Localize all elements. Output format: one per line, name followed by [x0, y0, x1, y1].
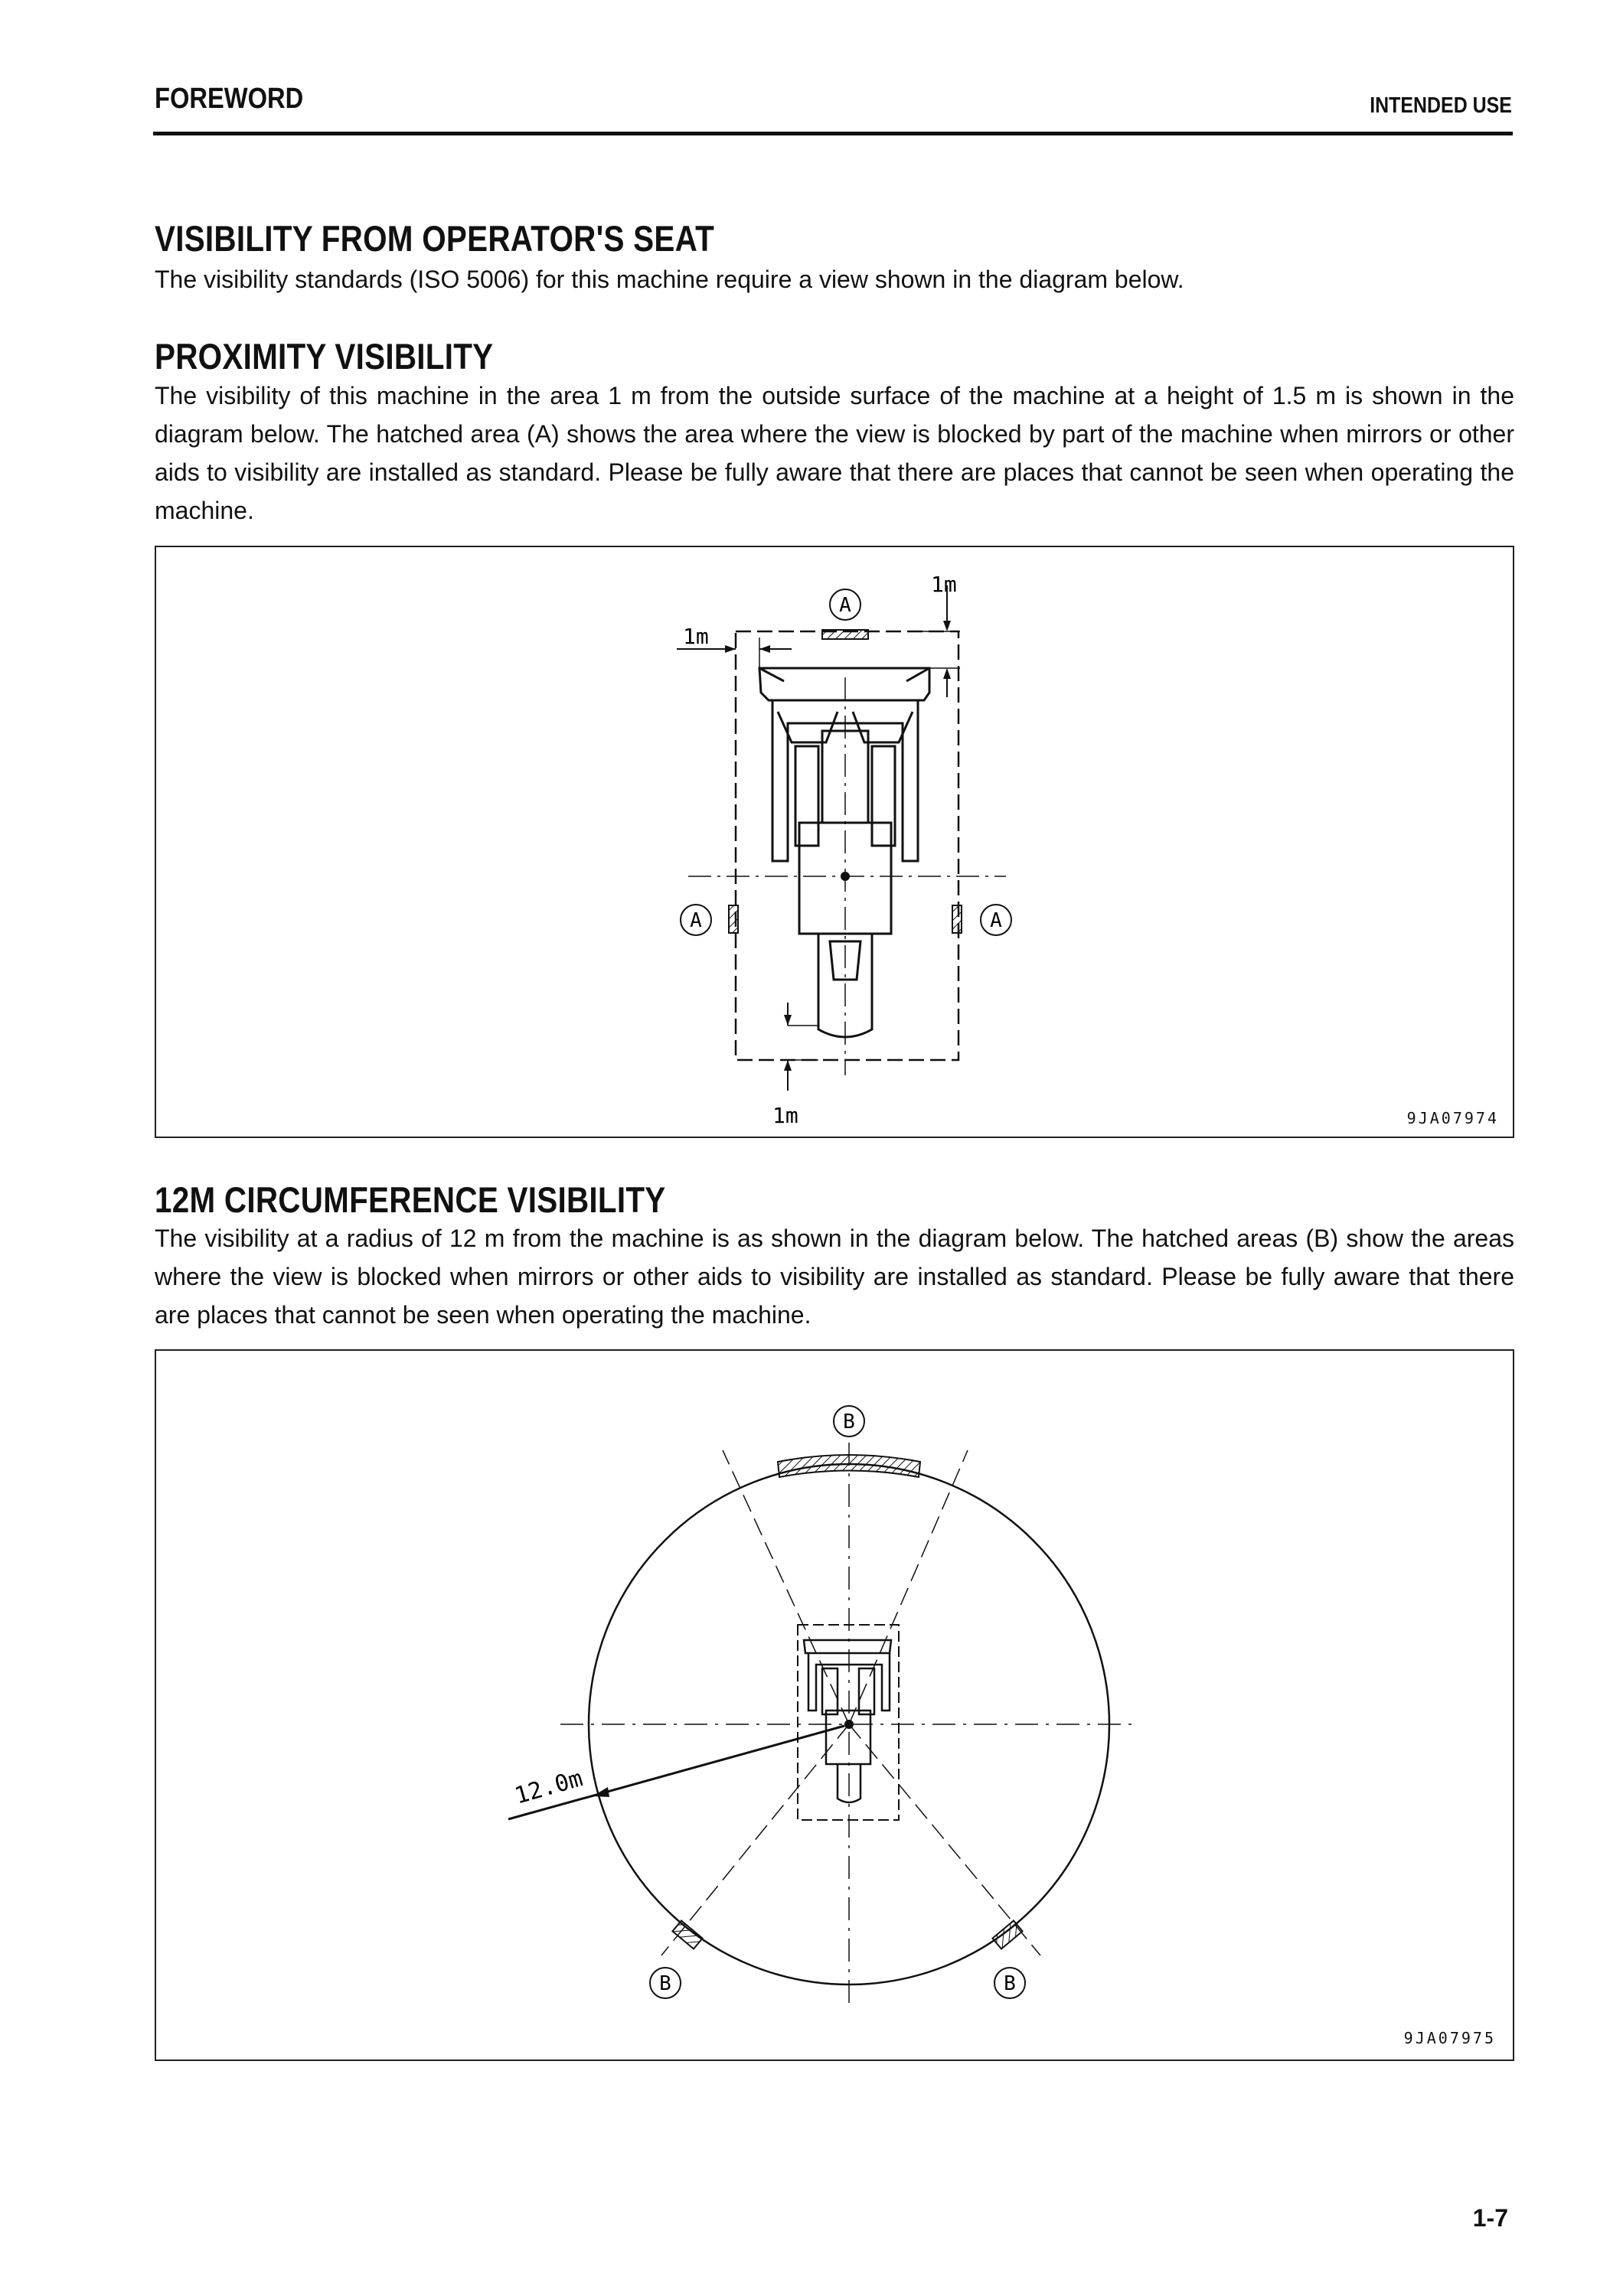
- label-a-right: A: [990, 909, 1002, 932]
- label-b-front: B: [843, 1411, 855, 1433]
- header-section: FOREWORD: [155, 83, 304, 115]
- section-body-proximity: The visibility of this machine in the area 1 m from the outside surface of the machine at a height of 1.5 m is shown in the diagram below. The hatched area (A) shows the area where the view is blocked by part of the machine when mirrors or other aids to visibility are installed as standard. Please be fully aware that there are places that cannot be seen when operating the machine.: [155, 382, 1514, 524]
- radius-label: 12.0m: [511, 1765, 586, 1810]
- header-topic: INTENDED USE: [1370, 93, 1512, 118]
- blocked-area-front: [822, 630, 868, 639]
- section-title-proximity: PROXIMITY VISIBILITY: [155, 336, 494, 377]
- figure-circumference-visibility: [155, 1349, 1514, 2061]
- figure-proximity-visibility: [155, 546, 1514, 1138]
- blocked-area-rear-right: [992, 1921, 1022, 1949]
- proximity-diagram: [156, 547, 1513, 1137]
- header-rule: [153, 132, 1513, 135]
- label-a-front: A: [839, 594, 851, 617]
- section-title-operator-seat: VISIBILITY FROM OPERATOR'S SEAT: [155, 218, 715, 259]
- blocked-area-right: [952, 905, 962, 933]
- blocked-area-rear-left: [672, 1921, 702, 1949]
- section-title-circumference: 12M CIRCUMFERENCE VISIBILITY: [155, 1179, 666, 1220]
- label-a-left: A: [690, 909, 702, 932]
- section-body-circumference: The visibility at a radius of 12 m from the machine is as shown in the diagram below. The hatched areas (B) show the areas where the view is blocked when mirrors or other aids to visibility are installed as standard. Please be fully aware that there are places that cannot be seen when operating the machine.: [155, 1225, 1514, 1329]
- section-body-operator-seat: The visibility standards (ISO 5006) for this machine require a view shown in the diagram below.: [155, 266, 1184, 293]
- dim-top-right: 1m: [931, 572, 957, 597]
- label-b-rear-left: B: [659, 1972, 671, 1995]
- dim-bottom: 1m: [772, 1103, 798, 1128]
- blocked-area-left: [729, 905, 738, 933]
- dim-top-left: 1m: [683, 624, 709, 649]
- proximity-boundary: [736, 631, 958, 1060]
- figure1-code: 9JA07974: [1406, 1109, 1499, 1127]
- page-number: 1-7: [1472, 2204, 1508, 2232]
- machine-outline: [759, 668, 929, 1037]
- circumference-diagram: [156, 1351, 1513, 2060]
- figure2-code: 9JA07975: [1403, 2029, 1496, 2047]
- label-b-rear-right: B: [1004, 1972, 1016, 1995]
